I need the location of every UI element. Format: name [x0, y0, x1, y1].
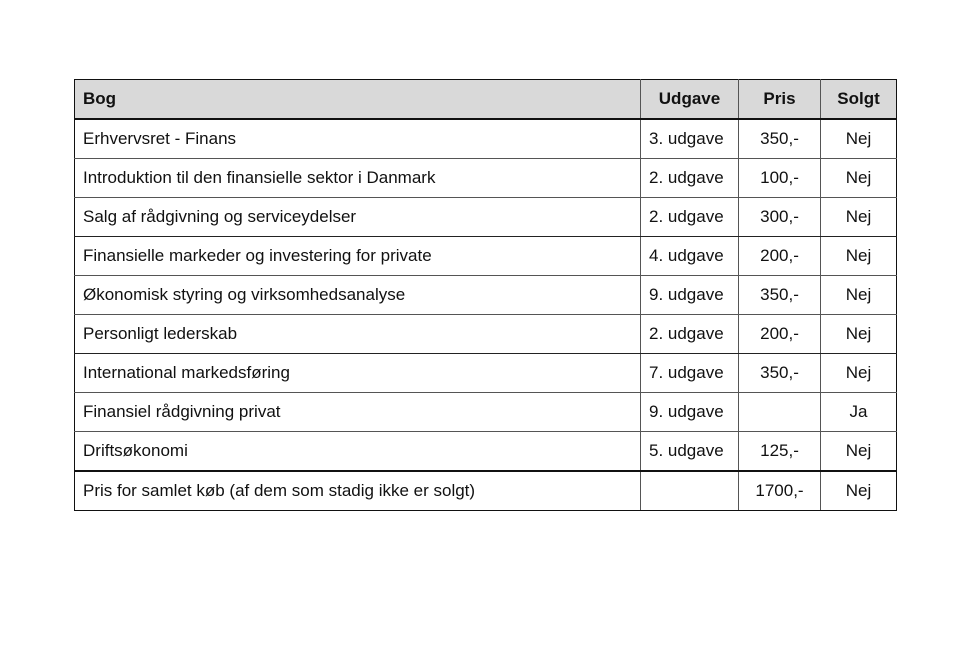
table-row	[75, 119, 897, 159]
cell-udgave: 3. udgave	[641, 119, 739, 159]
cell-udgave: 2. udgave	[641, 159, 739, 198]
cell-udgave: 9. udgave	[641, 276, 739, 315]
total-solgt: Nej	[821, 471, 897, 511]
cell-udgave: 2. udgave	[641, 198, 739, 237]
cell-pris: 350,-	[739, 119, 821, 159]
table-row	[75, 315, 897, 354]
cell-udgave: 2. udgave	[641, 315, 739, 354]
book-table	[74, 79, 897, 511]
cell-pris: 200,-	[739, 237, 821, 276]
cell-solgt: Nej	[821, 276, 897, 315]
header-pris: Pris	[739, 80, 821, 120]
table-row	[75, 198, 897, 237]
table-row	[75, 159, 897, 198]
cell-pris: 100,-	[739, 159, 821, 198]
header-solgt: Solgt	[821, 80, 897, 120]
cell-bog: Personligt lederskab	[75, 315, 641, 354]
cell-pris	[739, 393, 821, 432]
cell-solgt: Nej	[821, 432, 897, 472]
total-row	[75, 471, 897, 511]
table-row	[75, 276, 897, 315]
table-header	[75, 80, 897, 120]
cell-bog: Introduktion til den finansielle sektor i Danmark	[75, 159, 641, 198]
header-bog: Bog	[75, 80, 641, 120]
cell-solgt: Nej	[821, 354, 897, 393]
table-row	[75, 432, 897, 472]
header-udgave: Udgave	[641, 80, 739, 120]
cell-pris: 350,-	[739, 276, 821, 315]
table-row	[75, 237, 897, 276]
cell-solgt: Nej	[821, 159, 897, 198]
cell-udgave: 4. udgave	[641, 237, 739, 276]
table-body	[75, 119, 897, 511]
total-pris: 1700,-	[739, 471, 821, 511]
cell-pris: 350,-	[739, 354, 821, 393]
cell-bog: Erhvervsret - Finans	[75, 119, 641, 159]
table-row	[75, 393, 897, 432]
cell-pris: 200,-	[739, 315, 821, 354]
cell-bog: Økonomisk styring og virksomhedsanalyse	[75, 276, 641, 315]
cell-udgave: 5. udgave	[641, 432, 739, 472]
cell-udgave: 7. udgave	[641, 354, 739, 393]
cell-pris: 300,-	[739, 198, 821, 237]
cell-bog: Finansiel rådgivning privat	[75, 393, 641, 432]
cell-solgt: Nej	[821, 315, 897, 354]
total-label: Pris for samlet køb (af dem som stadig ikke er solgt)	[75, 471, 641, 511]
cell-solgt: Nej	[821, 198, 897, 237]
cell-solgt: Nej	[821, 237, 897, 276]
cell-udgave: 9. udgave	[641, 393, 739, 432]
table-row	[75, 354, 897, 393]
cell-bog: Salg af rådgivning og serviceydelser	[75, 198, 641, 237]
cell-bog: International markedsføring	[75, 354, 641, 393]
cell-bog: Finansielle markeder og investering for private	[75, 237, 641, 276]
header-row	[75, 80, 897, 120]
cell-bog: Driftsøkonomi	[75, 432, 641, 472]
cell-solgt: Ja	[821, 393, 897, 432]
cell-pris: 125,-	[739, 432, 821, 472]
total-udgave	[641, 471, 739, 511]
cell-solgt: Nej	[821, 119, 897, 159]
